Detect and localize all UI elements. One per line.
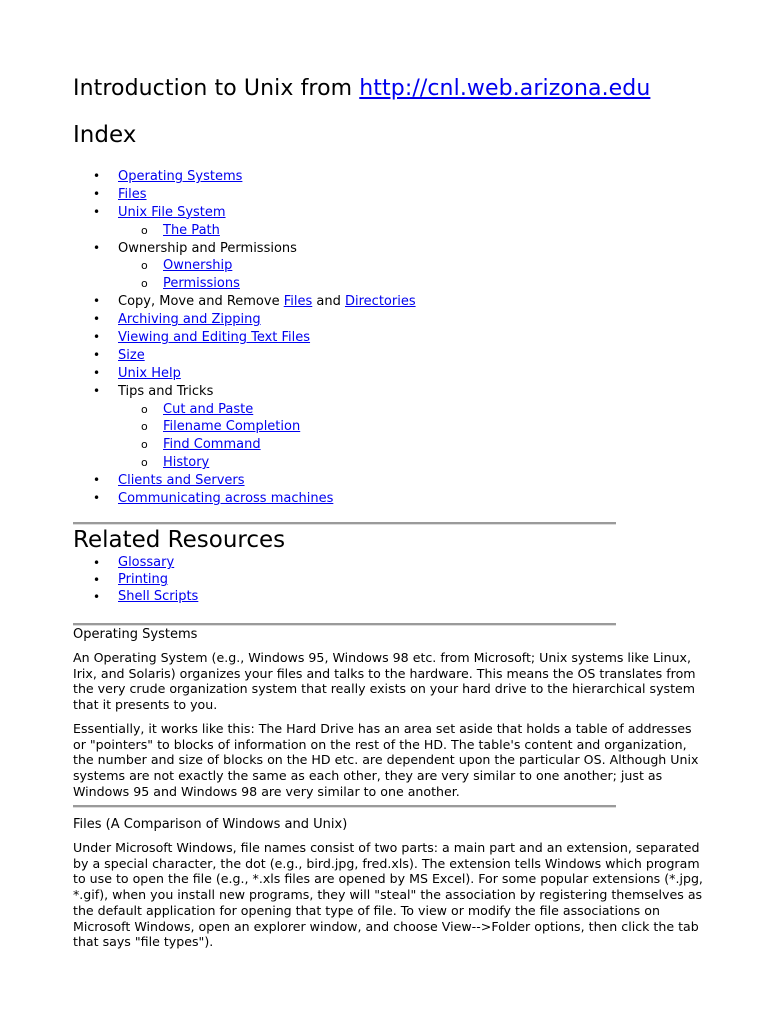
link-ownership[interactable]: Ownership — [163, 258, 233, 274]
index-subitem-ownership — [73, 257, 416, 275]
link-operating-systems[interactable]: Operating Systems — [118, 169, 243, 184]
related-item-glossary — [73, 555, 198, 572]
link-history[interactable]: History — [163, 455, 210, 471]
operating-systems-paragraph-2: Essentially, it works like this: The Hard Drive has an area set aside that holds a table of addresses or "pointers" to blocks of information on the rest of the HD. The table's content and organization, the number and size of blocks on the HD etc. are dependent upon the particular OS. Although Unix systems are not exactly the same as each other, they are very similar to one another; just as Windows 95 and Windows 98 are very similar to one another. — [73, 721, 699, 799]
index-item-clients-servers — [73, 472, 416, 490]
related-item-printing — [73, 572, 198, 589]
circle-bullet-icon: o — [141, 402, 148, 416]
link-cut-and-paste[interactable]: Cut and Paste — [163, 401, 254, 417]
index-item-tips-and-tricks — [73, 383, 416, 401]
index-subitem-permissions — [73, 275, 416, 293]
index-item-operating-systems — [73, 168, 416, 186]
index-item-communicating — [73, 490, 416, 508]
index-subitem-cut-and-paste — [73, 401, 416, 419]
bullet-icon: • — [93, 347, 101, 362]
circle-bullet-icon: o — [141, 438, 148, 452]
link-copy-files[interactable]: Files — [283, 294, 313, 310]
related-resources-list — [73, 555, 198, 605]
bullet-icon: • — [93, 491, 101, 506]
link-directories[interactable]: Directories — [345, 294, 416, 310]
page-title — [73, 76, 650, 101]
index-heading: Index — [73, 122, 137, 148]
index-item-viewing-editing — [73, 329, 416, 347]
related-item-shell-scripts — [73, 589, 198, 606]
bullet-icon: • — [93, 383, 101, 398]
bullet-icon: • — [93, 365, 101, 380]
bullet-icon: • — [93, 204, 101, 219]
horizontal-rule — [73, 805, 616, 808]
files-paragraph-1: Under Microsoft Windows, file names consist of two parts: a main part and an extension, separated by a special character, the dot (e.g., bird.jpg, fred.xls). The extension tells Windows which program to use to open the file (e.g., *.xls files are opened by MS Excel). For some popular extensions (*.jpg, *.gif), when you install new programs, they will "steal" the association by registering themselves as the default application for opening that type of file. To view or modify the file associations on Microsoft Windows, open an explorer window, and choose View-->Folder options, then click the tab that says "file types"). — [73, 840, 703, 950]
page-title-text: Introduction to Unix from — [73, 76, 360, 101]
circle-bullet-icon: o — [141, 456, 148, 470]
index-item-copy-move-remove — [73, 293, 416, 311]
circle-bullet-icon: o — [141, 223, 148, 237]
link-viewing-editing[interactable]: Viewing and Editing Text Files — [118, 330, 311, 346]
circle-bullet-icon: o — [141, 420, 148, 434]
circle-bullet-icon: o — [141, 259, 148, 273]
bullet-icon: • — [93, 572, 101, 587]
index-subitem-history — [73, 454, 416, 472]
link-filename-completion[interactable]: Filename Completion — [163, 419, 301, 435]
bullet-icon: • — [93, 186, 101, 201]
link-unix-file-system[interactable]: Unix File System — [118, 204, 226, 220]
section-title-operating-systems: Operating Systems — [73, 627, 198, 642]
bullet-icon: • — [93, 169, 101, 183]
index-item-ownership-and-permissions — [73, 240, 416, 258]
section-title-files: Files (A Comparison of Windows and Unix) — [73, 817, 348, 832]
source-site-link[interactable]: http://cnl.web.arizona.edu — [359, 76, 651, 101]
link-clients-and-servers[interactable]: Clients and Servers — [118, 473, 245, 489]
link-shell-scripts[interactable]: Shell Scripts — [118, 588, 199, 604]
index-subitem-find-command — [73, 436, 416, 454]
horizontal-rule — [73, 522, 616, 525]
bullet-icon: • — [93, 556, 101, 570]
index-list — [73, 168, 416, 508]
bullet-icon: • — [93, 473, 101, 488]
link-archiving-and-zipping[interactable]: Archiving and Zipping — [118, 312, 261, 328]
bullet-icon: • — [93, 330, 101, 345]
index-item-files — [73, 186, 416, 204]
bullet-icon: • — [93, 294, 101, 309]
link-files[interactable]: Files — [118, 186, 147, 202]
index-item-archiving — [73, 311, 416, 329]
link-unix-help[interactable]: Unix Help — [118, 365, 181, 381]
link-the-path[interactable]: The Path — [163, 222, 220, 238]
label-and: and — [312, 294, 345, 310]
link-communicating[interactable]: Communicating across machines — [118, 491, 334, 507]
link-printing[interactable]: Printing — [118, 571, 169, 587]
related-resources-heading: Related Resources — [73, 527, 286, 553]
bullet-icon: • — [93, 240, 101, 255]
index-item-unix-help — [73, 365, 416, 383]
label-ownership-and-permissions: Ownership and Permissions — [118, 240, 297, 256]
index-subitem-the-path — [73, 222, 416, 240]
bullet-icon: • — [93, 312, 101, 327]
label-tips-and-tricks: Tips and Tricks — [118, 383, 214, 399]
link-permissions[interactable]: Permissions — [163, 276, 240, 292]
index-item-unix-file-system — [73, 204, 416, 222]
operating-systems-paragraph-1: An Operating System (e.g., Windows 95, Windows 98 etc. from Microsoft; Unix systems like Linux, Irix, and Solaris) organizes your files and talks to the hardware. This means the OS translates from the very crude organization system that really exists on your hard drive to the hierarchical system that it presents to you. — [73, 650, 696, 713]
circle-bullet-icon: o — [141, 277, 148, 291]
link-glossary[interactable]: Glossary — [118, 555, 175, 570]
horizontal-rule — [73, 623, 616, 626]
link-find-command[interactable]: Find Command — [163, 437, 261, 453]
label-copy-move-remove: Copy, Move and Remove — [118, 294, 280, 310]
link-size[interactable]: Size — [118, 347, 145, 363]
index-item-size — [73, 347, 416, 365]
index-subitem-filename-completion — [73, 418, 416, 436]
bullet-icon: • — [93, 589, 101, 604]
